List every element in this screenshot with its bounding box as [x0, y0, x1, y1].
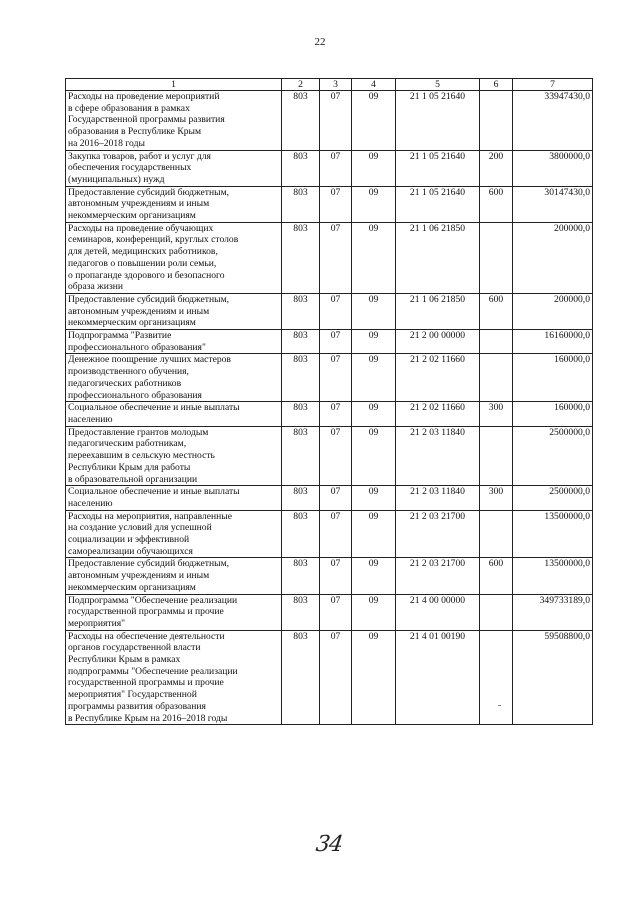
row-description: Социальное обеспечение и иные выплаты населению — [66, 486, 282, 510]
section-code: 07 — [320, 594, 352, 630]
section-code: 07 — [320, 558, 352, 594]
subsection-code: 09 — [352, 402, 396, 426]
target-article-code: 21 1 05 21640 — [396, 150, 480, 186]
row-description: Подпрограмма "Развитие профессионального образования" — [66, 330, 282, 354]
table-header-row — [66, 79, 593, 91]
amount: 33947430,0 — [513, 91, 593, 151]
target-article-code: 21 4 01 00190 — [396, 630, 480, 725]
scan-mark — [498, 705, 501, 706]
amount: 160000,0 — [513, 354, 593, 402]
table-row — [66, 186, 593, 222]
section-code: 07 — [320, 486, 352, 510]
amount: 13500000,0 — [513, 558, 593, 594]
expense-type-code: 600 — [480, 186, 513, 222]
section-code: 07 — [320, 293, 352, 329]
target-article-code: 21 2 03 11840 — [396, 486, 480, 510]
row-description: Расходы на мероприятия, направленные на создание условий для успешной социализации и эффективной самореализации обучающихся — [66, 510, 282, 558]
section-code: 07 — [320, 354, 352, 402]
page-number: 22 — [314, 36, 326, 48]
amount: 200000,0 — [513, 293, 593, 329]
expense-type-code: 300 — [480, 486, 513, 510]
section-code: 07 — [320, 510, 352, 558]
target-article-code: 21 1 05 21640 — [396, 186, 480, 222]
table-row — [66, 402, 593, 426]
target-article-code: 21 1 05 21640 — [396, 91, 480, 151]
expense-type-code — [480, 426, 513, 486]
section-code: 07 — [320, 222, 352, 293]
target-article-code: 21 2 02 11660 — [396, 354, 480, 402]
row-description: Предоставление грантов молодым педагогическим работникам, переехавшим в сельскую местность Республики Крым для работы в образовательной организации — [66, 426, 282, 486]
expense-type-code — [480, 354, 513, 402]
table-row — [66, 354, 593, 402]
target-article-code: 21 2 03 11840 — [396, 426, 480, 486]
expense-type-code — [480, 594, 513, 630]
ministry-code: 803 — [282, 426, 320, 486]
row-description: Предоставление субсидий бюджетным, автономным учреждениям и иным некоммерческим организациям — [66, 558, 282, 594]
target-article-code: 21 2 02 11660 — [396, 402, 480, 426]
amount: 16160000,0 — [513, 330, 593, 354]
section-code: 07 — [320, 630, 352, 725]
expense-type-code — [480, 91, 513, 151]
row-description: Предоставление субсидий бюджетным, автономным учреждениям и иным некоммерческим организациям — [66, 186, 282, 222]
subsection-code: 09 — [352, 630, 396, 725]
target-article-code: 21 4 00 00000 — [396, 594, 480, 630]
handwritten-page-number: 34 — [314, 832, 344, 857]
column-header: 5 — [396, 79, 480, 91]
section-code: 07 — [320, 91, 352, 151]
ministry-code: 803 — [282, 486, 320, 510]
ministry-code: 803 — [282, 354, 320, 402]
table-row — [66, 222, 593, 293]
ministry-code: 803 — [282, 402, 320, 426]
subsection-code: 09 — [352, 354, 396, 402]
column-header: 3 — [320, 79, 352, 91]
ministry-code: 803 — [282, 630, 320, 725]
amount: 2500000,0 — [513, 426, 593, 486]
target-article-code: 21 1 06 21850 — [396, 222, 480, 293]
expense-type-code — [480, 630, 513, 725]
amount: 13500000,0 — [513, 510, 593, 558]
row-description: Социальное обеспечение и иные выплаты населению — [66, 402, 282, 426]
expense-type-code — [480, 222, 513, 293]
budget-table — [65, 78, 593, 725]
subsection-code: 09 — [352, 330, 396, 354]
amount: 3800000,0 — [513, 150, 593, 186]
row-description: Расходы на обеспечение деятельности органов государственной власти Республики Крым в рамках подпрограммы "Обеспечение реализации государственной программы и прочие мероприятия" Государственной программы развития образования в Республике Крым на 2016–2018 годы — [66, 630, 282, 725]
row-description: Предоставление субсидий бюджетным, автономным учреждениям и иным некоммерческим организациям — [66, 293, 282, 329]
target-article-code: 21 1 06 21850 — [396, 293, 480, 329]
table-row — [66, 330, 593, 354]
section-code: 07 — [320, 330, 352, 354]
expense-type-code: 200 — [480, 150, 513, 186]
table-row — [66, 510, 593, 558]
ministry-code: 803 — [282, 150, 320, 186]
table-row — [66, 630, 593, 725]
table-row — [66, 426, 593, 486]
expense-type-code: 600 — [480, 558, 513, 594]
column-header: 7 — [513, 79, 593, 91]
subsection-code: 09 — [352, 486, 396, 510]
table-row — [66, 91, 593, 151]
subsection-code: 09 — [352, 186, 396, 222]
section-code: 07 — [320, 402, 352, 426]
row-description: Расходы на проведение обучающих семинаров, конференций, круглых столов для детей, медицинских работников, педагогов о повышении роли семьи, о пропаганде здорового и безопасного образа жизни — [66, 222, 282, 293]
amount: 30147430,0 — [513, 186, 593, 222]
table-row — [66, 150, 593, 186]
expense-type-code — [480, 330, 513, 354]
amount: 160000,0 — [513, 402, 593, 426]
table-row — [66, 293, 593, 329]
subsection-code: 09 — [352, 558, 396, 594]
amount: 200000,0 — [513, 222, 593, 293]
subsection-code: 09 — [352, 293, 396, 329]
ministry-code: 803 — [282, 330, 320, 354]
subsection-code: 09 — [352, 510, 396, 558]
subsection-code: 09 — [352, 426, 396, 486]
table-row — [66, 486, 593, 510]
expense-type-code — [480, 510, 513, 558]
column-header: 4 — [352, 79, 396, 91]
expense-type-code: 300 — [480, 402, 513, 426]
subsection-code: 09 — [352, 594, 396, 630]
ministry-code: 803 — [282, 510, 320, 558]
row-description: Подпрограмма "Обеспечение реализации государственной программы и прочие мероприятия" — [66, 594, 282, 630]
target-article-code: 21 2 03 21700 — [396, 558, 480, 594]
amount: 59508800,0 — [513, 630, 593, 725]
row-description: Закупка товаров, работ и услуг для обеспечения государственных (муниципальных) нужд — [66, 150, 282, 186]
target-article-code: 21 2 00 00000 — [396, 330, 480, 354]
subsection-code: 09 — [352, 222, 396, 293]
subsection-code: 09 — [352, 150, 396, 186]
section-code: 07 — [320, 150, 352, 186]
ministry-code: 803 — [282, 186, 320, 222]
ministry-code: 803 — [282, 558, 320, 594]
row-description: Расходы на проведение мероприятий в сфере образования в рамках Государственной программы развития образования в Республике Крым на 2016–2018 годы — [66, 91, 282, 151]
amount: 2500000,0 — [513, 486, 593, 510]
ministry-code: 803 — [282, 293, 320, 329]
column-header: 1 — [66, 79, 282, 91]
column-header: 6 — [480, 79, 513, 91]
target-article-code: 21 2 03 21700 — [396, 510, 480, 558]
section-code: 07 — [320, 426, 352, 486]
row-description: Денежное поощрение лучших мастеров производственного обучения, педагогических работников профессионального образования — [66, 354, 282, 402]
ministry-code: 803 — [282, 594, 320, 630]
ministry-code: 803 — [282, 91, 320, 151]
table-row — [66, 594, 593, 630]
subsection-code: 09 — [352, 91, 396, 151]
expense-type-code: 600 — [480, 293, 513, 329]
section-code: 07 — [320, 186, 352, 222]
amount: 349733189,0 — [513, 594, 593, 630]
table-row — [66, 558, 593, 594]
ministry-code: 803 — [282, 222, 320, 293]
column-header: 2 — [282, 79, 320, 91]
